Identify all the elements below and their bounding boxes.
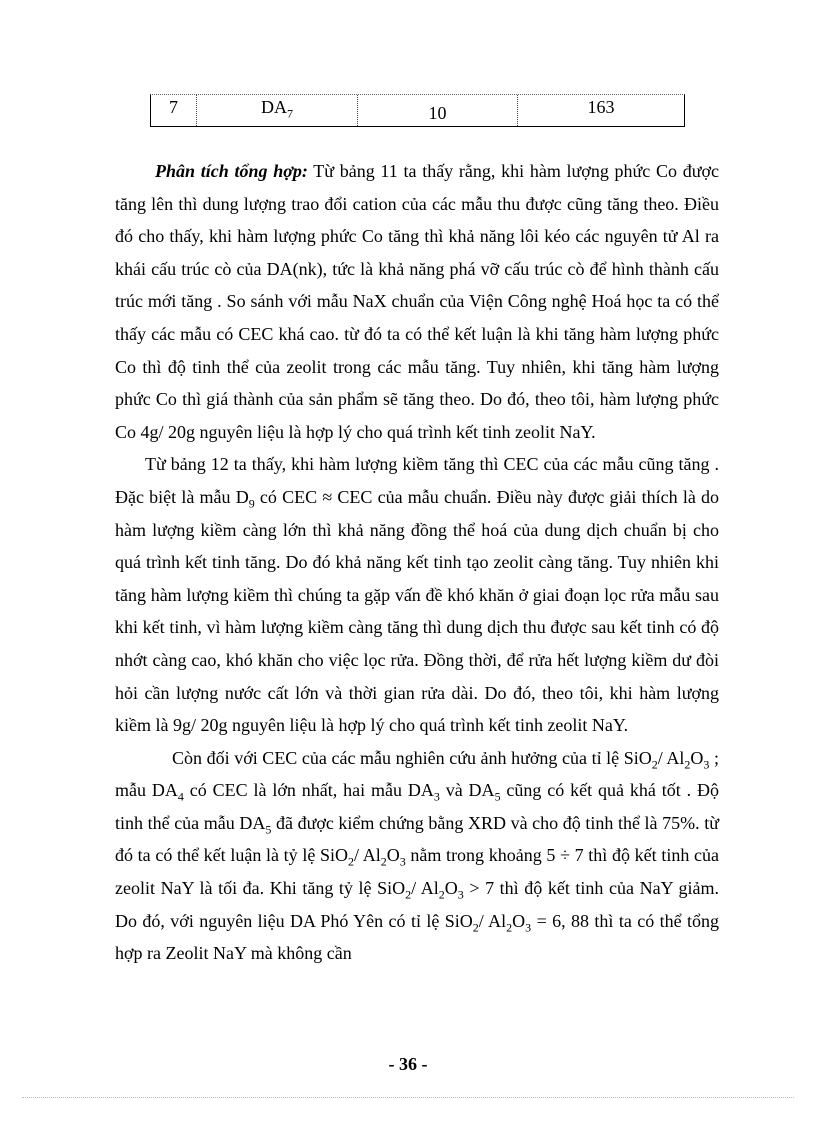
table-fragment: [150, 94, 685, 127]
paragraph-sio2-ratio: Còn đối với CEC của các mẫu nghiên cứu ảnh hưởng của tỉ lệ SiO$_2$/ $Al_2O_3$ ; mẫu $DA_4$ có CEC là lớn nhất, hai mẫu $DA_3$ và $DA_5$ cũng có kết quả khá tốt . Độ tinh thể của mẫu $DA_5$ đã được kiểm chứng bằng XRD và cho độ tinh thể là 75%. từ đó ta có thể kết luận là tỷ lệ SiO$_2$/ $Al_2O_3$ nằm trong khoảng 5 ÷ 7 thì độ kết tinh của zeolit NaY là tối đa. Khi tăng tỷ lệ SiO$_2$/ $Al_2O_3 > 7$ thì độ kết tinh của NaY giảm. Do đó, với nguyên liệu DA Phó Yên có tỉ lệ SiO$_2$/ $Al_2O_3 = 6$, 88 thì ta có thể tổng hợp ra Zeolit NaY mà không cần: [115, 747, 720, 964]
body-text: [115, 155, 719, 970]
table-cell-cec: 163: [517, 95, 684, 126]
footer-divider: [22, 1097, 794, 1098]
paragraph-table12: Từ bảng 12 ta thấy, khi hàm lượng kiềm tăng thì CEC của các mẫu cũng tăng . Đặc biệt là mẫu $D_9$ có CEC ≈ CEC của mẫu chuẩn. Điều này được giải thích là do hàm lượng kiềm càng lớn thì khả năng đồng thể hoá của dung dịch chuẩn bị cho quá trình kết tinh tăng. Do đó khả năng kết tinh tạo zeolit càng tăng. Tuy nhiên khi tăng hàm lượng kiềm thì chúng ta gặp vấn đề khó khăn ở giai đoạn lọc rửa mẫu sau khi kết tinh, vì hàm lượng kiềm càng tăng thì dung dịch thu được sau kết tinh có độ nhớt càng cao, khó khăn cho việc lọc rửa. Đồng thời, để rửa hết lượng kiềm dư đòi hỏi cần lượng nước cất lớn và thời gian rửa dài. Do đó, theo tôi, khi hàm lượng kiềm là 9g/ 20g nguyên liệu là hợp lý cho quá trình kết tinh zeolit NaY.: [115, 454, 720, 736]
table-cell-no: 7: [169, 97, 178, 117]
paragraph-analysis: Phân tích tổng hợp: Từ bảng 11 ta thấy rằng, khi hàm lượng phức Co được tăng lên thì dung lượng trao đổi cation của các mẫu thu được cũng tăng theo. Điều đó cho thấy, khi hàm lượng phức Co tăng thì khả năng lôi kéo các nguyên tử Al ra khái cấu trúc cò của DA(nk), tức là khả năng phá vỡ cấu trúc cò để hình thành cấu trúc mới tăng . So sánh với mẫu NaX chuẩn của Viện Công nghệ Hoá học ta có thể thấy các mẫu có CEC khá cao. từ đó ta có thể kết luận là khi tăng hàm lượng phức Co thì độ tinh thể của zeolit trong các mẫu tăng. Tuy nhiên, khi tăng hàm lượng phức Co thì giá thành của sản phẩm sẽ tăng theo. Do đó, theo tôi, hàm lượng phức Co 4g/ 20g nguyên liệu là hợp lý cho quá trình kết tinh zeolit NaY.: [115, 161, 719, 442]
page-number: - 36 -: [388, 1054, 428, 1074]
table-cell-sample: $DA_7$: [196, 95, 357, 126]
table-cell-content: 10: [357, 95, 517, 126]
